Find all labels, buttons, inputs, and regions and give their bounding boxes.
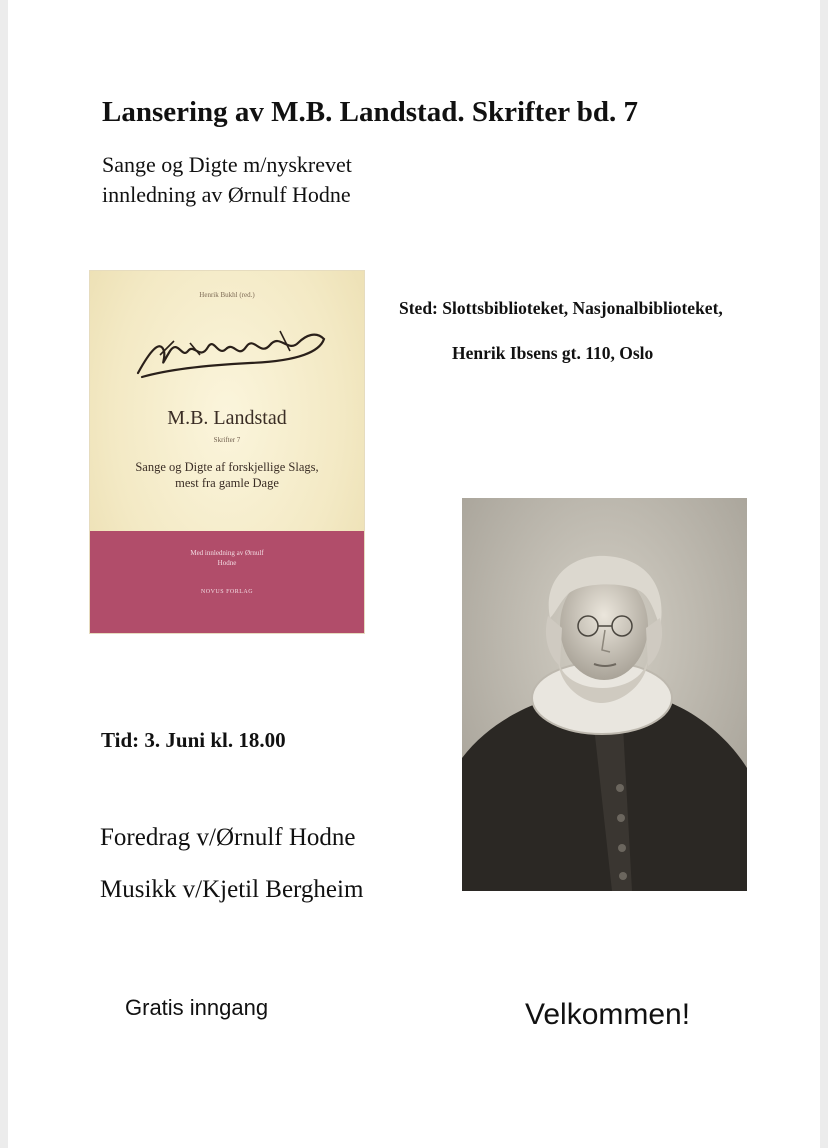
subtitle-line-1: Sange og Digte m/nyskrevet [102, 152, 352, 177]
cover-publisher: NOVUS FORLAG [200, 589, 254, 595]
portrait-image [462, 498, 747, 891]
event-talk: Foredrag v/Ørnulf Hodne [100, 824, 356, 851]
place-line-1: Sted: Slottsbiblioteket, Nasjonalbiblioteket, [399, 298, 723, 318]
event-welcome: Velkommen! [525, 998, 691, 1031]
event-subtitle [102, 150, 352, 210]
event-admission: Gratis inngang [125, 995, 269, 1020]
cover-author: M.B. Landstad [167, 407, 287, 429]
flyer-page [8, 0, 820, 1148]
subtitle-line-2: innledning av Ørnulf Hodne [102, 182, 351, 207]
place-line-2: Henrik Ibsens gt. 110, Oslo [452, 343, 654, 363]
event-time: Tid: 3. Juni kl. 18.00 [101, 728, 286, 752]
cover-band [90, 531, 364, 633]
book-cover-image [90, 271, 364, 633]
cover-editor: Henrik Bukhl (red.) [199, 291, 255, 299]
cover-intro: Med innledning av Ørnulf Hodne [190, 549, 264, 567]
cover-description: Sange og Digte af forskjellige Slags, mest fra gamle Dage [135, 460, 319, 490]
cover-volume: Skrifter 7 [213, 436, 241, 444]
event-title: Lansering av M.B. Landstad. Skrifter bd. 7 [102, 96, 639, 128]
cover-signature [130, 321, 330, 386]
event-music: Musikk v/Kjetil Bergheim [100, 876, 364, 903]
